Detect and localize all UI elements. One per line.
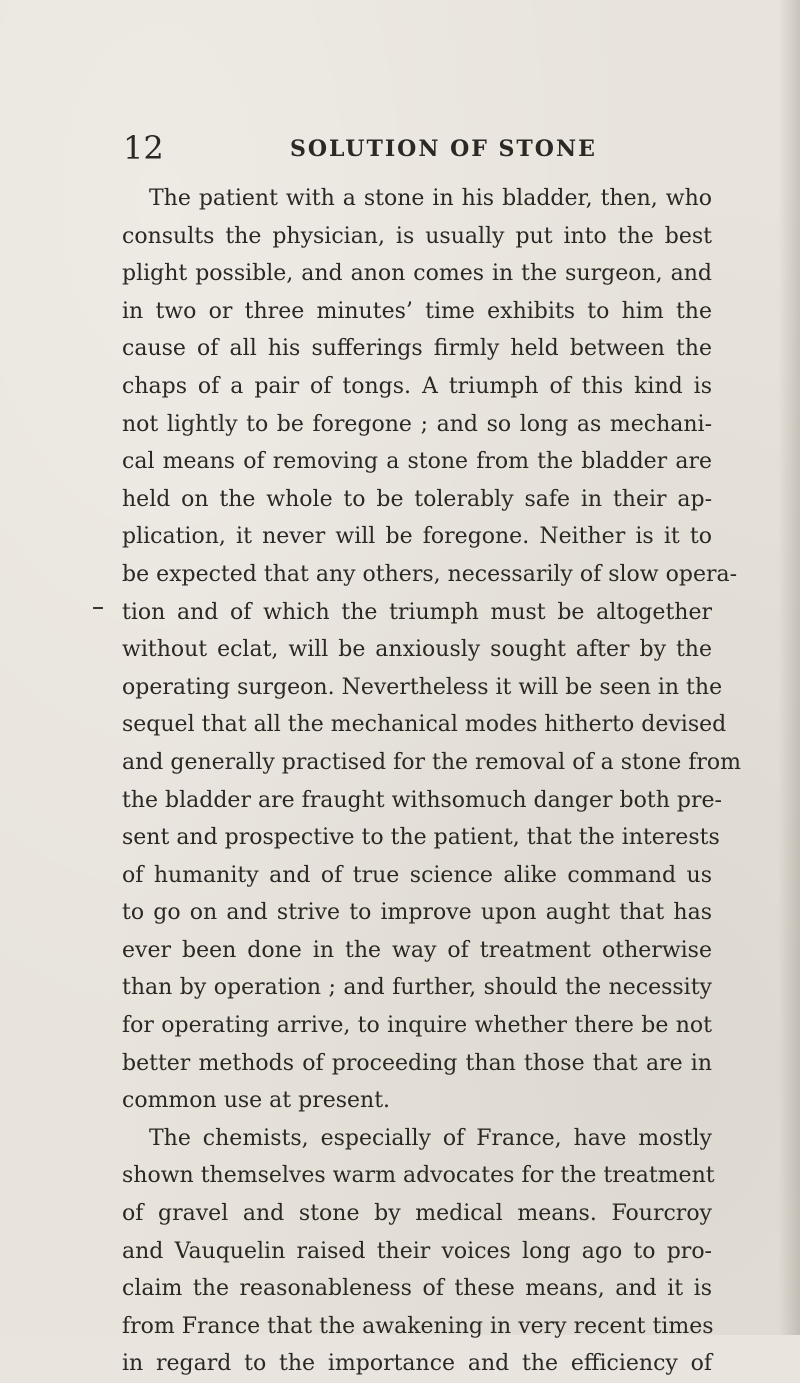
text-line: in regard to the importance and the efficiency of [122,1351,712,1377]
margin-mark [93,607,103,609]
text-line: and generally practised for the removal of a stone from [122,749,742,775]
text-line: consults the physician, is usually put into the best [122,223,712,249]
running-head: SOLUTION OF STONE [290,136,597,162]
body-text [122,180,742,1383]
text-line: not lightly to be foregone ; and so long as mechani- [122,411,712,437]
text-line: from France that the awakening in very recent times [122,1313,714,1339]
page-header [123,129,597,170]
text-line: of gravel and stone by medical means. Fourcroy [122,1201,712,1227]
page-edge-shadow [778,0,800,1335]
text-line: cause of all his sufferings firmly held between the [122,336,712,362]
text-line: plication, it never will be foregone. Neither is it to [122,524,712,550]
text-line: The patient with a stone in his bladder, then, who [149,186,712,211]
text-line: and Vauquelin raised their voices long ago to pro- [122,1238,712,1264]
text-line: plight possible, and anon comes in the surgeon, and [122,261,712,287]
text-line: cal means of removing a stone from the bladder are [122,449,712,475]
page-number: 12 [123,129,164,167]
text-line: better methods of proceeding than those that are in [122,1050,712,1076]
text-line: of humanity and of true science alike command us [122,862,712,888]
text-line: operating surgeon. Nevertheless it will be seen in the [122,674,723,700]
text-line: sent and prospective to the patient, that the interests [122,825,720,851]
text-line: to go on and strive to improve upon aught that has [122,900,712,926]
text-line: without eclat, will be anxiously sought after by the [122,637,712,663]
text-line: sequel that all the mechanical modes hitherto devised [122,712,727,738]
text-line: shown themselves warm advocates for the treatment [122,1163,715,1189]
text-line: common use at present. [122,1088,391,1114]
text-line: The chemists, especially of France, have mostly [149,1125,712,1151]
text-line: claim the reasonableness of these means, and it is [122,1276,712,1302]
text-line: held on the whole to be tolerably safe in their ap- [122,486,712,512]
text-line: in two or three minutes’ time exhibits to him the [122,298,712,324]
text-line: the bladder are fraught withsomuch danger both pre- [122,787,722,813]
text-line: be expected that any others, necessarily of slow opera- [122,561,738,587]
text-line: for operating arrive, to inquire whether there be not [122,1013,712,1039]
text-line: than by operation ; and further, should the necessity [122,975,712,1001]
text-line: tion and of which the triumph must be altogether [122,599,712,625]
text-line: chaps of a pair of tongs. A triumph of this kind is [122,373,712,399]
text-line: ever been done in the way of treatment otherwise [122,937,712,963]
